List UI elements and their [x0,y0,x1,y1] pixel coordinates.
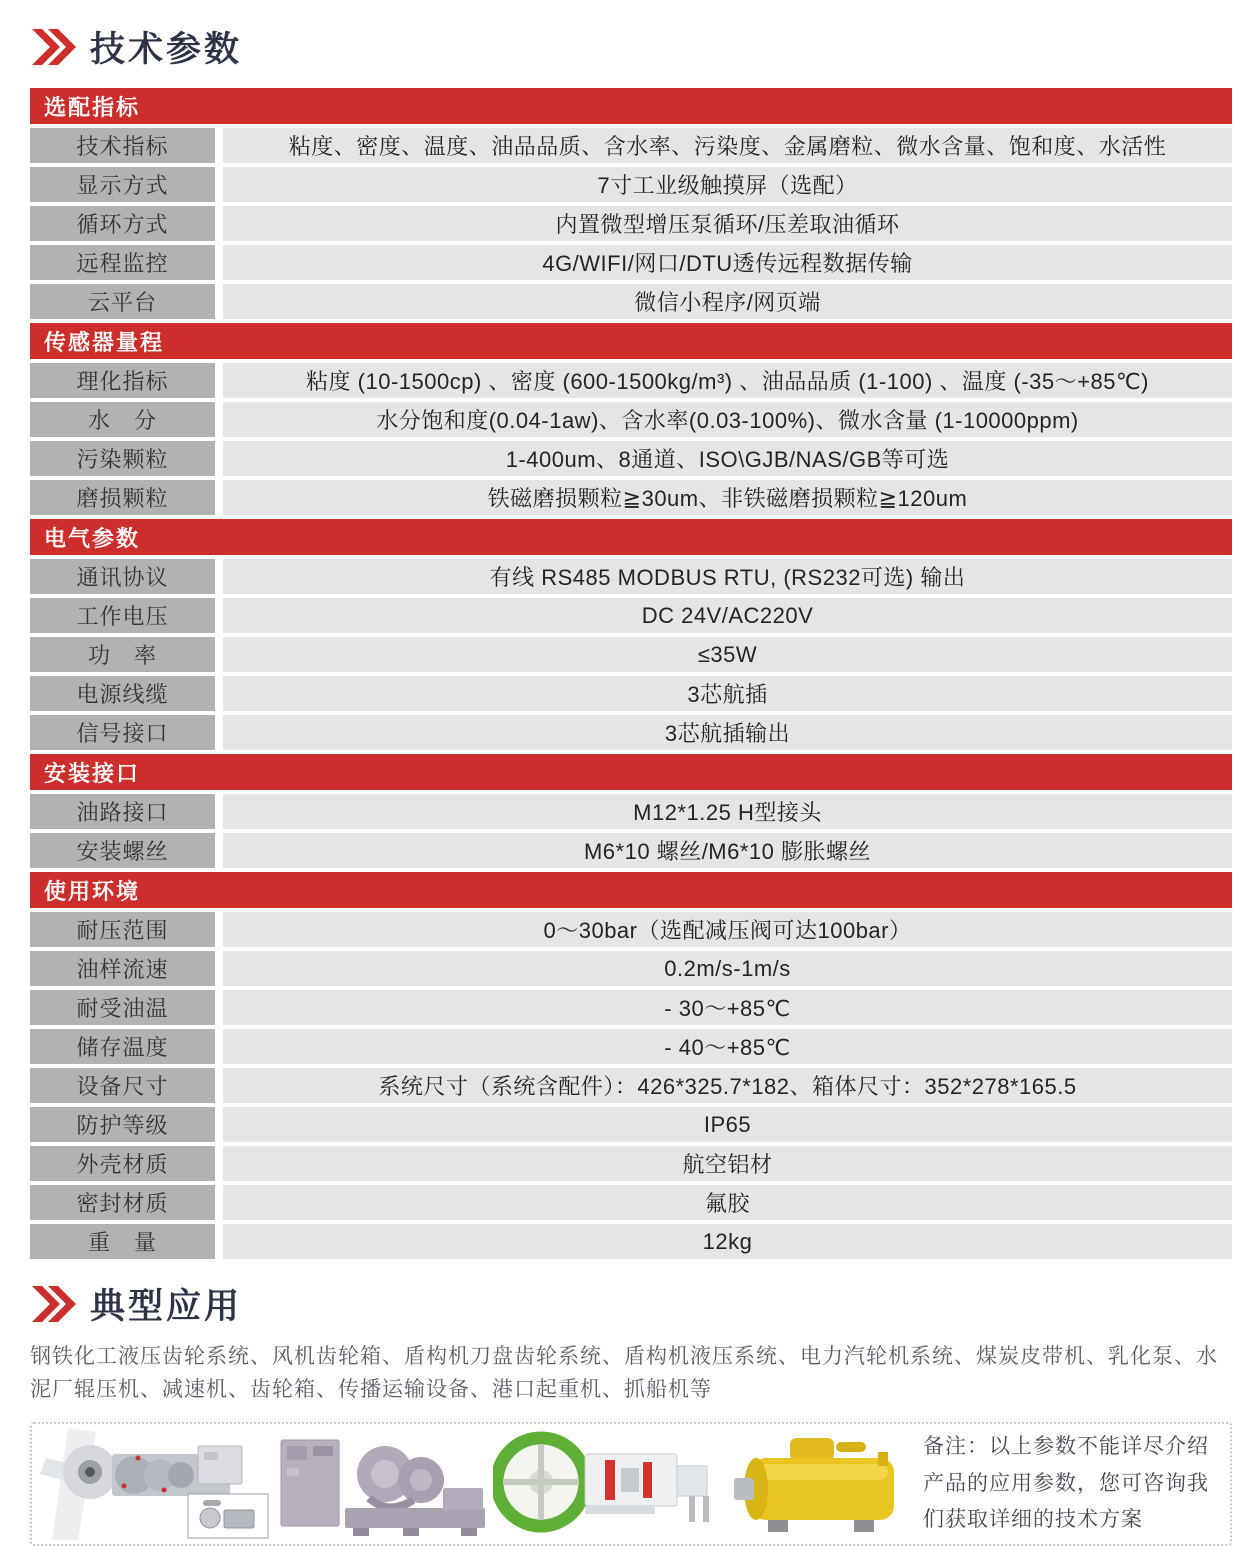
row-label: 工作电压 [30,598,215,633]
row-value: IP65 [223,1107,1232,1142]
row-value: 航空铝材 [223,1146,1232,1181]
row-label: 磨损颗粒 [30,480,215,515]
row-value: 0～30bar（选配减压阀可达100bar） [223,912,1232,947]
row-value: ≤35W [223,637,1232,672]
row-label: 安装螺丝 [30,833,215,868]
table-row [30,912,1232,947]
table-row [30,167,1232,202]
row-label: 密封材质 [30,1185,215,1220]
row-value: 1-400um、8通道、ISO\GJB/NAS/GB等可选 [223,441,1232,476]
row-value: - 40～+85℃ [223,1029,1232,1064]
row-label: 耐受油温 [30,990,215,1025]
gallery [38,1428,913,1540]
section-header: 使用环境 [30,872,1232,908]
row-value: 4G/WIFI/网口/DTU透传远程数据传输 [223,245,1232,280]
row-value: 内置微型增压泵循环/压差取油循环 [223,206,1232,241]
table-row [30,1224,1232,1259]
row-label: 电源线缆 [30,676,215,711]
page-title: 技术参数 [90,30,243,69]
table-row [30,128,1232,163]
table-row [30,637,1232,672]
row-value: 3芯航插 [223,676,1232,711]
table-row [30,1029,1232,1064]
table-row [30,1107,1232,1142]
table-row [30,480,1232,515]
section-header: 传感器量程 [30,323,1232,359]
row-label: 功 率 [30,637,215,672]
applications-heading [30,1281,1232,1327]
wind-turbine-gearbox-image [38,1428,273,1540]
table-row [30,598,1232,633]
steam-turbine-image [273,1428,493,1540]
row-label: 信号接口 [30,715,215,750]
table-row [30,676,1232,711]
row-value: 系统尺寸（系统含配件）：426*325.7*182、箱体尺寸：352*278*165.5 [223,1068,1232,1103]
row-value: 铁磁磨损颗粒≧30um、非铁磁磨损颗粒≧120um [223,480,1232,515]
row-value: 粘度、密度、温度、油品品质、含水率、污染度、金属磨粒、微水含量、饱和度、水活性 [223,128,1232,163]
row-value: DC 24V/AC220V [223,598,1232,633]
row-label: 耐压范围 [30,912,215,947]
tbm-cutterhead-image [493,1428,728,1540]
table-row [30,990,1232,1025]
row-label: 循环方式 [30,206,215,241]
row-value: 12kg [223,1224,1232,1259]
row-value: 有线 RS485 MODBUS RTU, (RS232可选) 输出 [223,559,1232,594]
row-label: 污染颗粒 [30,441,215,476]
gallery-note-box [30,1422,1232,1546]
section-header: 电气参数 [30,519,1232,555]
table-row [30,559,1232,594]
row-value: 3芯航插输出 [223,715,1232,750]
table-row [30,715,1232,750]
row-label: 油样流速 [30,951,215,986]
row-label: 设备尺寸 [30,1068,215,1103]
row-label: 水 分 [30,402,215,437]
row-value: M6*10 螺丝/M6*10 膨胀螺丝 [223,833,1232,868]
table-row [30,1146,1232,1181]
table-row [30,206,1232,241]
table-row [30,245,1232,280]
row-value: - 30～+85℃ [223,990,1232,1025]
table-row [30,1185,1232,1220]
row-label: 重 量 [30,1224,215,1259]
table-row [30,951,1232,986]
table-row [30,1068,1232,1103]
row-label: 油路接口 [30,794,215,829]
row-label: 远程监控 [30,245,215,280]
row-label: 通讯协议 [30,559,215,594]
section-header: 安装接口 [30,754,1232,790]
table-row [30,284,1232,319]
row-label: 外壳材质 [30,1146,215,1181]
table-row [30,794,1232,829]
applications-title: 典型应用 [90,1287,243,1326]
row-value: 7寸工业级触摸屏（选配） [223,167,1232,202]
table-row [30,363,1232,398]
row-label: 云平台 [30,284,215,319]
table-row [30,441,1232,476]
row-label: 防护等级 [30,1107,215,1142]
row-value: 0.2m/s-1m/s [223,951,1232,986]
compressor-unit-image [728,1432,913,1537]
tech-params-heading [30,24,1232,70]
spec-table [30,88,1232,1259]
row-value: M12*1.25 H型接头 [223,794,1232,829]
row-label: 储存温度 [30,1029,215,1064]
row-value: 水分饱和度(0.04-1aw)、含水率(0.03-100%)、微水含量 (1-10000ppm) [223,402,1232,437]
row-value: 氟胶 [223,1185,1232,1220]
row-value: 微信小程序/网页端 [223,284,1232,319]
row-label: 技术指标 [30,128,215,163]
applications-paragraph: 钢铁化工液压齿轮系统、风机齿轮箱、盾构机刀盘齿轮系统、盾构机液压系统、电力汽轮机系统、煤炭皮带机、乳化泵、水泥厂辊压机、减速机、齿轮箱、传播运输设备、港口起重机、抓船机等 [30,1345,1218,1401]
row-label: 理化指标 [30,363,215,398]
section-header: 选配指标 [30,88,1232,124]
table-row [30,833,1232,868]
double-chevron-right-icon [30,29,76,65]
table-row [30,402,1232,437]
row-value: 粘度 (10-1500cp) 、密度 (600-1500kg/m³) 、油品品质 (1-100) 、温度 (-35～+85℃) [223,363,1232,398]
double-chevron-right-icon [30,1286,76,1322]
row-label: 显示方式 [30,167,215,202]
note-text: 备注：以上参数不能详尽介绍产品的应用参数，您可咨询我们获取详细的技术方案 [923,1434,1209,1532]
